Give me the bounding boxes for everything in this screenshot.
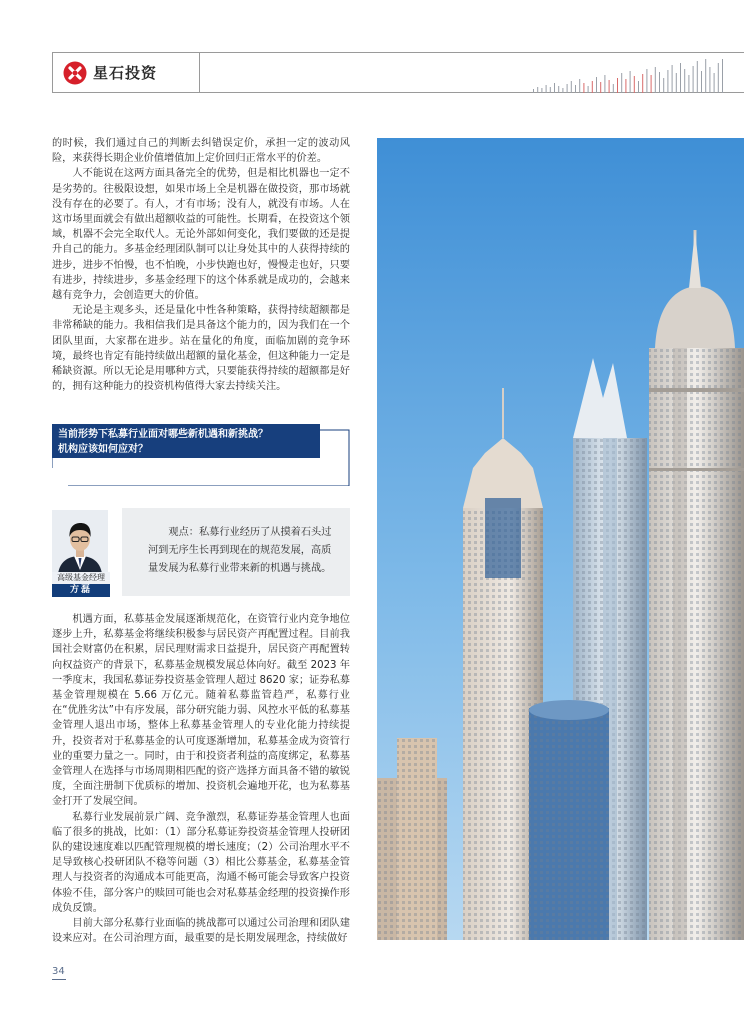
question-line: 当前形势下私募行业面对哪些新机遇和新挑战？	[58, 429, 268, 440]
header-divider	[199, 53, 200, 93]
decor-bar	[693, 66, 694, 93]
decor-bar	[705, 59, 706, 93]
decor-bar	[604, 75, 605, 93]
person-name: 方磊	[52, 584, 110, 597]
decor-bar	[621, 73, 622, 93]
paragraph: 私募行业发展前景广阔、竞争激烈，私募证券基金管理人也面临了很多的挑战，比如：（1）部分私募证券投资基金管理人投研团队的建设速度难以匹配管理规模的增长速度；（2）公司治理水平不足导致核心投研团队不稳等问题（3）相比公募基金，私募基金管理人与投资者的沟通成本可能更高，沟通不畅可能会导致客户投资体验不佳，部分客户的赎回可能也会对私募基金经理的投资操作形成负反馈。	[52, 811, 350, 914]
decor-bar	[638, 81, 639, 93]
page-number: 34	[52, 966, 65, 977]
decor-bar	[571, 81, 572, 93]
decor-bar	[667, 70, 668, 93]
paragraph: 无论是主观多头，还是量化中性各种策略，获得持续超额都是非常稀缺的能力。我相信我们是具备这个能力的，因为我们在一个团队里面，大家都在进步。站在量化的角度，面临加剧的竞争环境，最终也肯定有能持续做出超额的量化基金，但这种能力一定是稀缺资源。所以无论是用哪种方式，只要能获得持续的超额都是好的，拥有这种能力的投资机构值得大家去持续关注。	[52, 305, 350, 393]
decor-bar	[676, 73, 677, 93]
decor-bar	[718, 63, 719, 93]
decor-bar	[655, 67, 656, 93]
paragraph: 机遇方面，私募基金发展逐渐规范化，在资管行业内竞争地位逐步上升，私募基金将继续积极参与居民资产再配置过程。目前我国社会财富仍在积累，居民理财需求日益提升，居民资产再配置转向权益资产的背景下，私募基金规模发展总体向好。截至 2023 年一季度末，我国私募证券投资基金管理人超过 8620 家；证券私募基金管理规模在 5.66 万亿元。随着私募监管趋严，私募行业在“优胜劣汰”中有序发展，部分研究能力弱、风控水平低的私募基金管理人退出市场，整体上私募基金管理人的专业化能力持续提升，投资者对于私募基金的认可度逐渐增加，私募基金成为资管行业的重要力量之一。同时，由于和投资者利益的高度绑定，私募基金管理人在选择与市场周期相匹配的资产选择方面具备不错的敏锐度，全面注册制下优质标的增加、投资机会遍地开花，也为私募基金打开了发展空间。	[52, 614, 350, 808]
decor-bar	[562, 88, 563, 93]
decor-bar	[722, 59, 723, 93]
decor-bar	[663, 78, 664, 93]
decor-bar	[625, 79, 626, 93]
paragraph: 目前大部分私募行业面临的挑战都可以通过公司治理和团队建设来应对。在公司治理方面，最重要的是长期发展理念，持续做好	[52, 918, 350, 945]
decor-bar	[537, 87, 538, 93]
decor-bar	[714, 73, 715, 93]
bar-decoration	[531, 57, 731, 93]
decor-bar	[634, 76, 635, 93]
logo-icon	[63, 61, 87, 85]
city-skyline-photo	[377, 138, 744, 940]
decor-bar	[554, 83, 555, 93]
decor-bar	[613, 84, 614, 93]
decor-bar	[583, 83, 584, 93]
intro-text	[52, 136, 350, 394]
viewpoint-panel	[122, 508, 350, 596]
decor-bar	[701, 71, 702, 93]
brand-name: 星石投资	[93, 64, 158, 82]
decor-bar	[697, 61, 698, 93]
decor-bar	[680, 63, 681, 93]
decor-bar	[558, 86, 559, 93]
decor-bar	[600, 82, 601, 93]
decor-bar	[567, 84, 568, 93]
answer-text	[52, 612, 350, 946]
decor-bar	[596, 77, 597, 93]
decor-bar	[550, 87, 551, 93]
decor-bar	[688, 75, 689, 93]
decor-bar	[684, 69, 685, 93]
decor-bar	[592, 81, 593, 93]
question-line: 机构应该如何应对？	[58, 444, 148, 455]
decor-bar	[588, 86, 589, 93]
paragraph: 人不能说在这两方面具备完全的优势，但是相比机器也一定不是劣势的。往极限设想，如果市场上全是机器在做投资，那市场就没有存在的必要了。有人，才有市场；没有人，就没有市场。人在这市场里面就会有做出超额收益的可能性。长期看，在投资这个领域，机器不会完全取代人。无论外部如何变化，我们要做的还是提升自己的能力。多基金经理团队制可以让身处其中的人获得持续的进步，进步不怕慢，也不怕晚，小步快跑也好，慢慢走也好，只要有进步，持续进步，多基金经理下的这个体系就是成功的，会越来越有竞争力，会创造更大的价值。	[52, 168, 350, 302]
decor-bar	[659, 72, 660, 93]
decor-bar	[617, 78, 618, 93]
avatar-photo	[52, 510, 108, 574]
viewpoint-text: 观点：私募行业经历了从摸着石头过河到无序生长再到现在的规范发展，高质量发展为私募行业带来新的机遇与挑战。	[148, 527, 332, 574]
decor-bar	[651, 75, 652, 93]
person-role: 高级基金经理	[52, 572, 110, 584]
decor-bar	[642, 74, 643, 93]
decor-bar	[646, 69, 647, 93]
decor-bar	[630, 71, 631, 93]
decor-bar	[579, 79, 580, 93]
decor-bar	[672, 65, 673, 93]
header-bar	[52, 52, 744, 93]
page-number-underline	[52, 979, 66, 980]
decor-bar	[709, 67, 710, 93]
decor-bar	[546, 85, 547, 93]
decor-bar	[541, 88, 542, 93]
decor-bar	[533, 89, 534, 93]
paragraph: 的时候，我们通过自己的判断去纠错误定价，承担一定的波动风险，来获得长期企业价值增值加上定价回归正常水平的价差。	[52, 138, 350, 165]
decor-bar	[575, 85, 576, 93]
decor-bar	[609, 80, 610, 93]
question-box	[52, 424, 350, 486]
